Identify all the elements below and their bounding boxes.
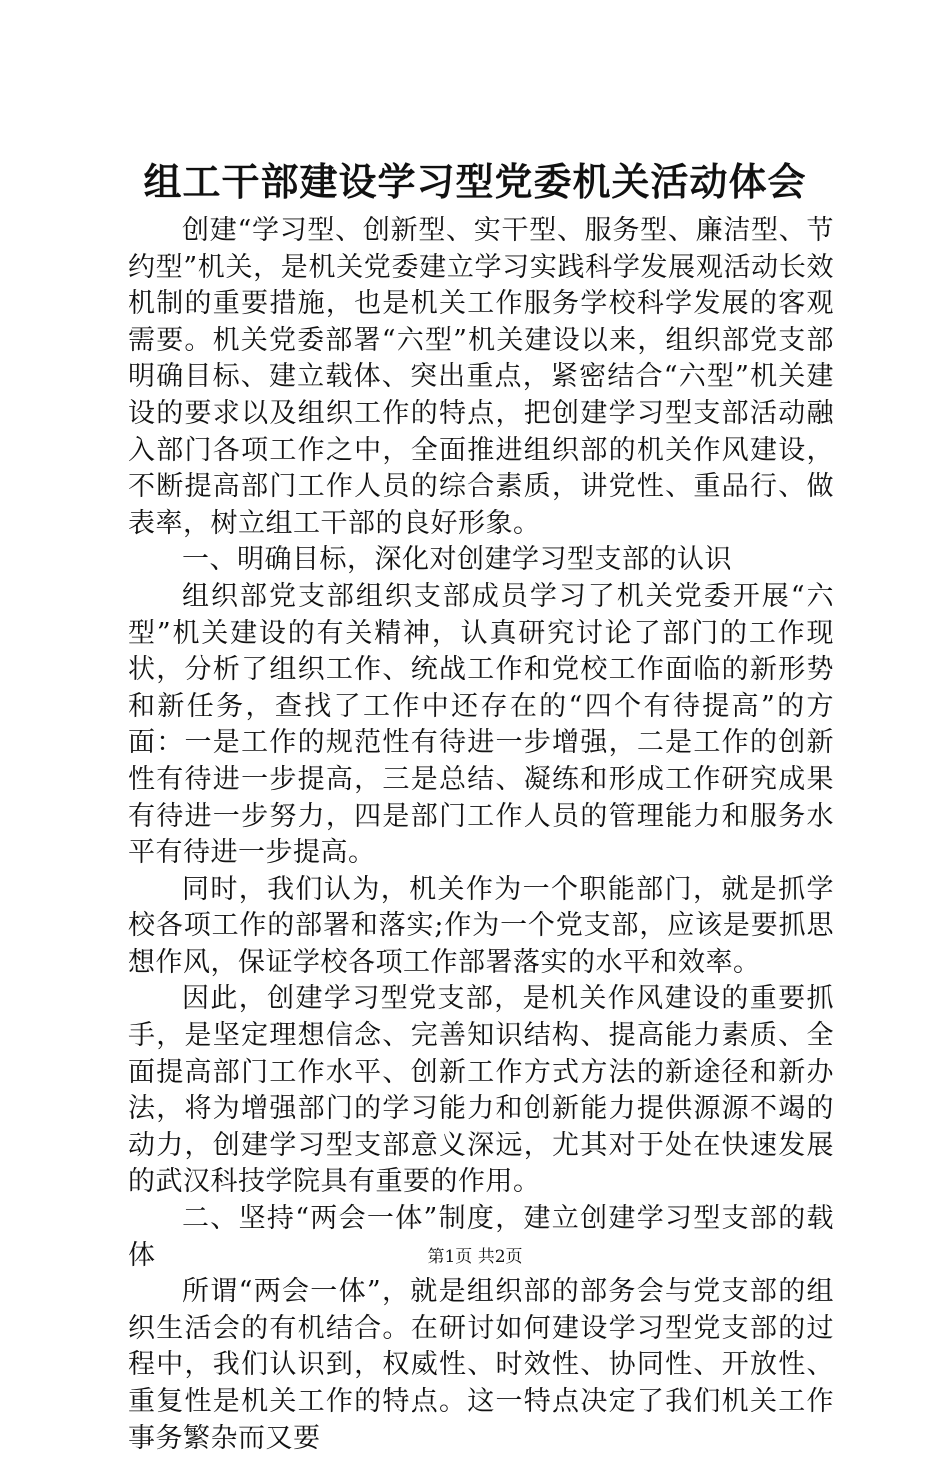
paragraph-intro: 创建“学习型、创新型、实干型、服务型、廉洁型、节约型”机关，是机关党委建立学习实践科学发展观活动长效机制的重要措施，也是机关工作服务学校科学发展的客观需要。机关党委部署“六型”机关建设以来，组织部党支部明确目标、建立载体、突出重点，紧密结合“六型”机关建设的要求以及组织工作的特点，把创建学习型支部活动融入部门各项工作之中，全面推进组织部的机关作风建设，不断提高部门工作人员的综合素质，讲党性、重品行、做表率，树立组工干部的良好形象。	[128, 215, 834, 539]
paragraph-meanwhile: 同时，我们认为，机关作为一个职能部门，就是抓学校各项工作的部署和落实;作为一个党支部，应该是要抓思想作风，保证学校各项工作部署落实的水平和效率。	[128, 873, 834, 978]
document-title: 组工干部建设学习型党委机关活动体会	[143, 159, 807, 204]
paragraph-section-2: 所谓“两会一体”，就是组织部的部务会与党支部的组织生活会的有机结合。在研讨如何建设学习型党支部的过程中，我们认识到，权威性、时效性、协同性、开放性、重复性是机关工作的特点。这一特点决定了我们机关工作事务繁杂而又要	[128, 1276, 834, 1454]
paragraph-section-1: 组织部党支部组织支部成员学习了机关党委开展“六型”机关建设的有关精神，认真研究讨论了部门的工作现状，分析了组织工作、统战工作和党校工作面临的新形势和新任务，查找了工作中还存在的“四个有待提高”的方面：一是工作的规范性有待进一步增强，二是工作的创新性有待进一步提高，三是总结、凝练和形成工作研究成果有待进一步努力，四是部门工作人员的管理能力和服务水平有待进一步提高。	[128, 580, 834, 869]
page-footer: 第1页 共2页	[427, 1247, 523, 1267]
section-heading-2: 二、坚持“两会一体”制度，建立创建学习型支部的载体	[128, 1203, 834, 1271]
document-body	[128, 213, 834, 1457]
section-heading-1: 一、明确目标，深化对创建学习型支部的认识	[182, 544, 732, 576]
paragraph-therefore: 因此，创建学习型党支部，是机关作风建设的重要抓手，是坚定理想信念、完善知识结构、提高能力素质、全面提高部门工作水平、创新工作方式方法的新途径和新办法，将为增强部门的学习能力和创新能力提供源源不竭的动力，创建学习型支部意义深远，尤其对于处在快速发展的武汉科技学院具有重要的作用。	[128, 983, 834, 1198]
